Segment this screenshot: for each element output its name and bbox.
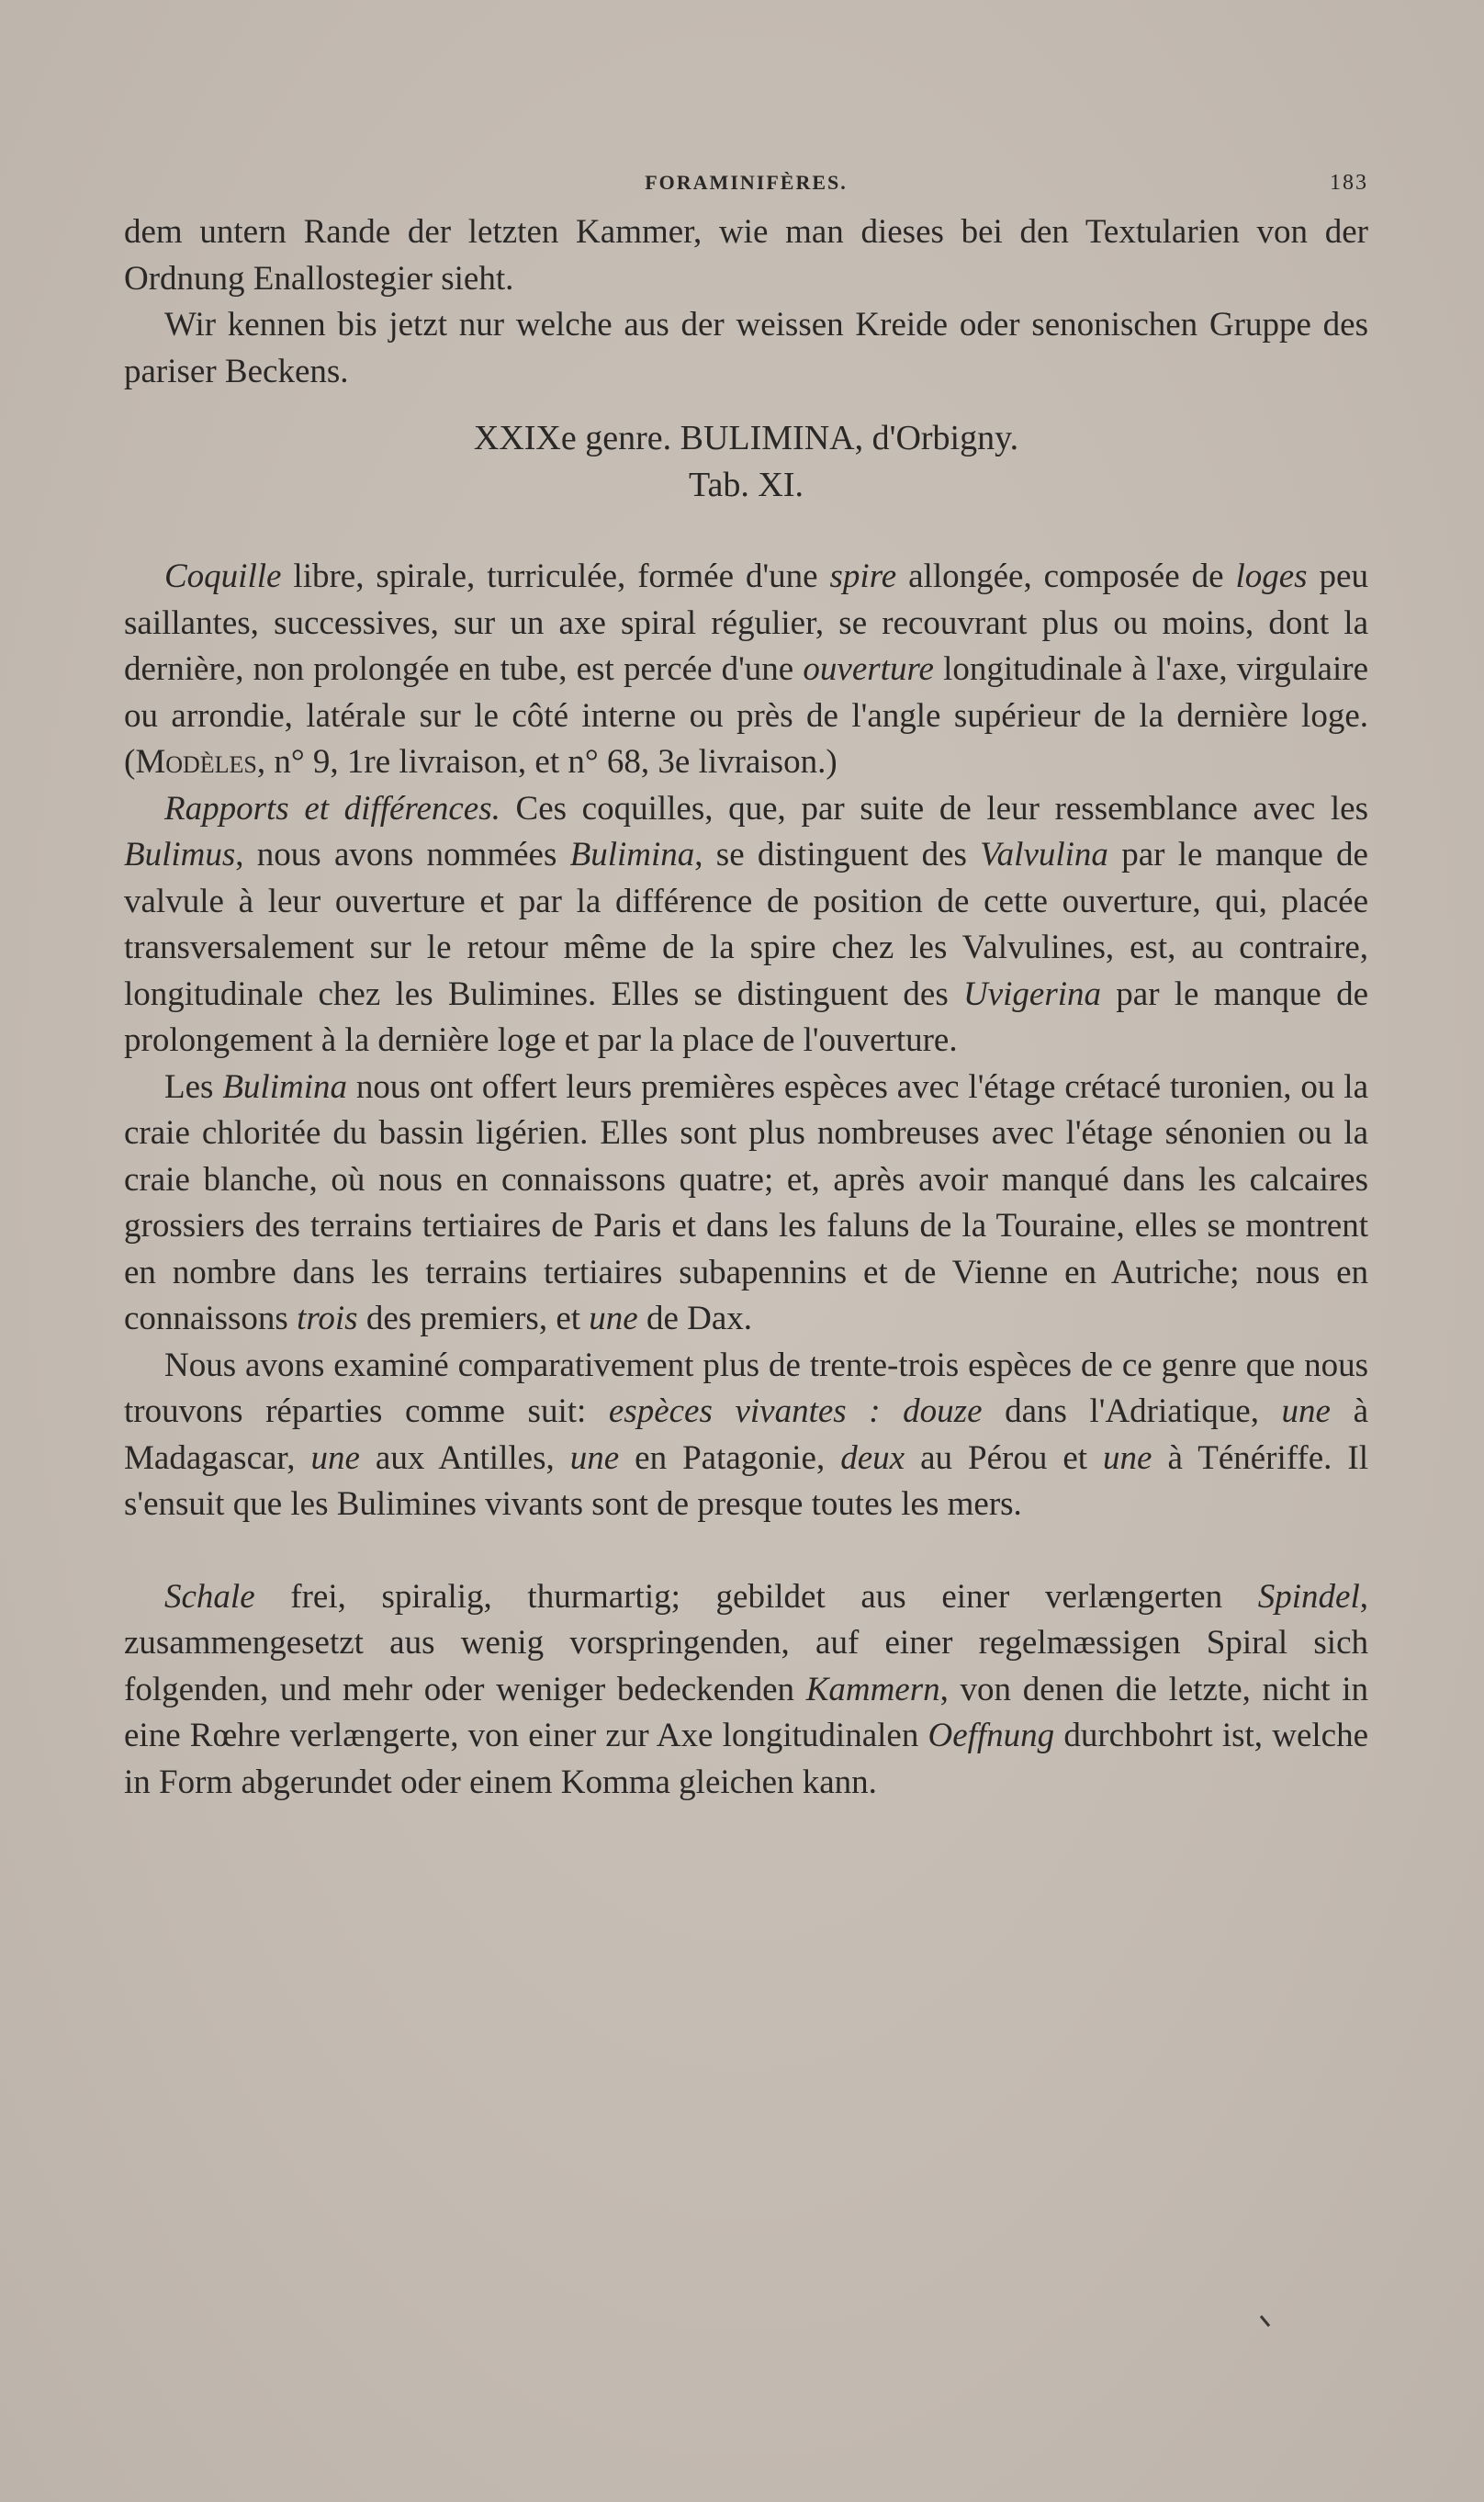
species-text-4: aux Antilles, [359, 1438, 570, 1477]
paper-speck-mark [1260, 2316, 1270, 2327]
count-madagascar: une [1281, 1392, 1331, 1430]
distribution-text-1: Les [164, 1067, 223, 1106]
genus-description-paragraph [124, 554, 1368, 786]
german-text-2: , zusammengesetzt aus wenig vorspringenden, auf einer regelmæssigen Spiral sich folgenden, und mehr oder weniger bedeckenden [124, 1577, 1368, 1708]
german-text-3: , von denen die letzte, nicht in eine Rœhre verlængerte, von einer zur Axe longitudinalen [124, 1670, 1368, 1754]
german-text-4: durchbohrt ist, welche in Form abgerundet oder einem Komma gleichen kann. [124, 1717, 1368, 1801]
rapports-text-2: , nous avons nommées [235, 836, 570, 873]
term-loges: loges [1235, 558, 1308, 595]
distribution-text-3: des premiers, et [357, 1300, 590, 1337]
rapports-text-5: par le manque de prolongement à la dernière loge et par la place de l'ouverture. [124, 975, 1368, 1059]
running-title: FORAMINIFÈRES. [645, 171, 848, 194]
term-ouverture: ouverture [803, 650, 934, 688]
distribution-text-2: nous ont offert leurs premières espèces avec l'étage crétacé turonien, ou la craie chloritée du bassin ligérien. Elles sont plus nombreuses avec l'étage sénonien ou la craie blanche, où nous en connaissons quatre; et, après avoir manqué dans les calcaires grossiers des terrains tertiaires de Paris et dans les faluns de la Touraine, elles se montrent en nombre dans les terrains tertiaires subapennins et de Vienne en Autriche; nous en connaissons [124, 1067, 1368, 1337]
term-spire: spire [829, 558, 897, 595]
distribution-paragraph [124, 1065, 1368, 1343]
page-number: 183 [1330, 171, 1368, 195]
page-body [124, 209, 1368, 1806]
plate-reference: Tab. XI. [688, 465, 804, 504]
species-text-7: à Ténériffe. Il s'ensuit que les Bulimines vivants sont de presque toutes les mers. [124, 1438, 1369, 1523]
genus-heading: XXIXe genre. BULIMINA, d'Orbigny. [473, 419, 1019, 457]
term-oeffnung: Oeffnung [928, 1717, 1055, 1754]
count-une: une [589, 1300, 638, 1337]
species-text-1: Nous avons examiné comparativement plus de trente-trois espèces de ce genre que nous trouvons réparties comme suit: [124, 1346, 1368, 1430]
term-modeles: Modèles [135, 743, 257, 781]
term-schale: Schale [164, 1577, 255, 1616]
description-text-4: longitudinale à l'axe, virgulaire ou arrondie, latérale sur le côté interne ou près de l'angle supérieur de la dernière loge. ( [124, 650, 1368, 781]
page-header [124, 171, 1368, 198]
count-patagonie: une [569, 1438, 620, 1477]
genus-name-valvulina: Valvulina [980, 836, 1108, 873]
term-coquille: Coquille [164, 558, 282, 595]
genus-name-bulimus: Bulimus [124, 836, 236, 873]
rapports-heading: Rapports et différences. [164, 789, 500, 828]
genus-name-bulimina: Bulimina [569, 836, 695, 873]
intro-paragraph-continuation: dem untern Rande der letzten Kammer, wie man dieses bei den Textularien von der Ordnung Enallostegier sieht. [124, 213, 1368, 298]
species-text-3: à Madagascar, [124, 1392, 1368, 1477]
genus-name-bulimina-2: Bulimina [222, 1067, 347, 1106]
species-text-5: en Patagonie, [619, 1438, 841, 1477]
description-text-3: peu saillantes, successives, sur un axe spiral régulier, se recouvrant plus ou moins, dont la dernière, non prolongée en tube, est percée d'une [124, 558, 1368, 688]
species-count-paragraph [124, 1343, 1368, 1528]
term-kammern: Kammern [805, 1670, 940, 1708]
rapports-text-1: Ces coquilles, que, par suite de leur ressemblance avec les [500, 789, 1369, 828]
species-text-2: dans l'Adriatique, [982, 1392, 1282, 1430]
distribution-text-4: de Dax. [637, 1300, 753, 1337]
description-text-1: libre, spirale, turriculée, formée d'une [281, 558, 830, 595]
description-text-5: , n° 9, 1re livraison, et n° 68, 3e livraison.) [256, 743, 838, 781]
count-perou: deux [840, 1438, 905, 1477]
genus-name-uvigerina: Uvigerina [963, 975, 1102, 1013]
rapports-text-4: par le manque de valvule à leur ouverture et par la différence de position de cette ouverture, qui, placée transversalement sur le retour même de la spire chez les Valvulines, est, au contraire, longitudinale chez les Bulimines. Elles se distinguent des [124, 836, 1368, 1013]
german-text-1: frei, spiralig, thurmartig; gebildet aus einer verlængerten [254, 1577, 1258, 1616]
rapports-paragraph [124, 786, 1368, 1065]
rapports-text-3: , se distinguent des [694, 836, 981, 873]
description-text-2: allongée, composée de [896, 558, 1236, 595]
count-antilles: une [310, 1438, 360, 1477]
term-spindel: Spindel [1257, 1577, 1360, 1616]
count-teneriffe: une [1103, 1438, 1152, 1477]
intro-paragraph-known-species: Wir kennen bis jetzt nur welche aus der weissen Kreide oder senonischen Gruppe des pariser Beckens. [124, 306, 1368, 390]
count-trois: trois [297, 1300, 358, 1337]
living-species-label: espèces vivantes : douze [608, 1392, 983, 1430]
species-text-6: au Pérou et [905, 1438, 1104, 1477]
german-description-paragraph [124, 1574, 1368, 1807]
